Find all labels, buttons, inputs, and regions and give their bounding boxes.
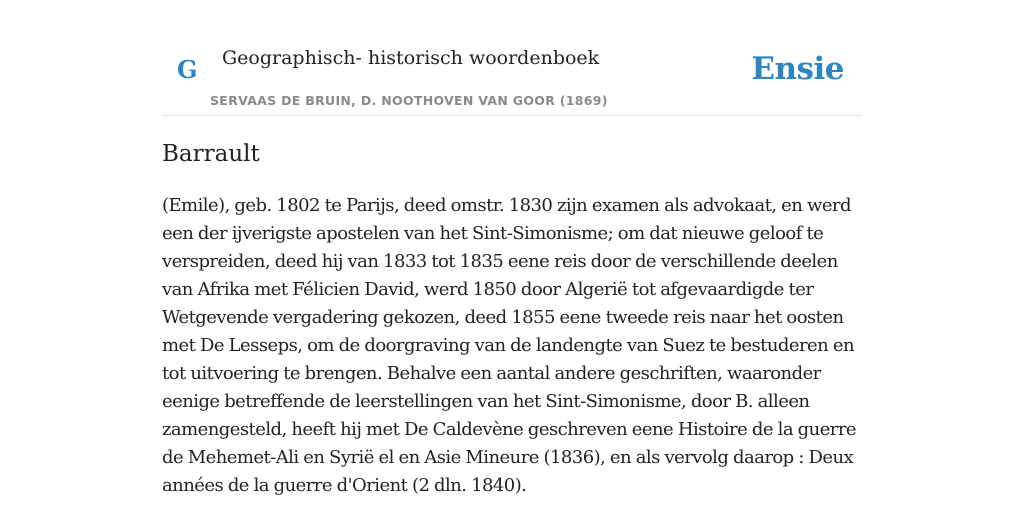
entry-title: Barrault: [162, 141, 260, 167]
dictionary-header: [162, 0, 862, 116]
entry-body-text: (Emile), geb. 1802 te Parijs, deed omstr. 1830 zijn examen als advokaat, en werd een der ijverigste apostelen van het Sint-Simonisme; om dat nieuwe geloof te verspreiden, deed hij van 1833 tot 1835 eene reis door de verschillende deelen van Afrika met Félicien David, werd 1850 door Algerië tot afgevaardigde ter Wetgevende vergadering gekozen, deed 1855 eene tweede reis naar het oosten met De Lesseps, om de doorgraving van de landengte van Suez te bestuderen en tot uitvoering te brengen. Behalve een aantal andere geschriften, waaronder eenige betreffende de leerstellingen van het Sint-Simonisme, door B. alleen zamengesteld, heeft hij met De Caldevène geschreven eene Histoire de la guerre de Mehemet-Ali en Syrië el en Asie Mineure (1836), en als vervolg daarop : Deux années de la guerre d'Orient (2 dln. 1840).: [162, 195, 857, 496]
ensie-logo-link[interactable]: Ensie: [751, 51, 844, 87]
index-letter-link[interactable]: G: [177, 55, 198, 84]
dictionary-authors: SERVAAS DE BRUIN, D. NOOTHOVEN VAN GOOR (1869): [210, 93, 608, 108]
page: [162, 0, 862, 512]
dictionary-title-link[interactable]: Geographisch- historisch woordenboek: [222, 47, 600, 69]
